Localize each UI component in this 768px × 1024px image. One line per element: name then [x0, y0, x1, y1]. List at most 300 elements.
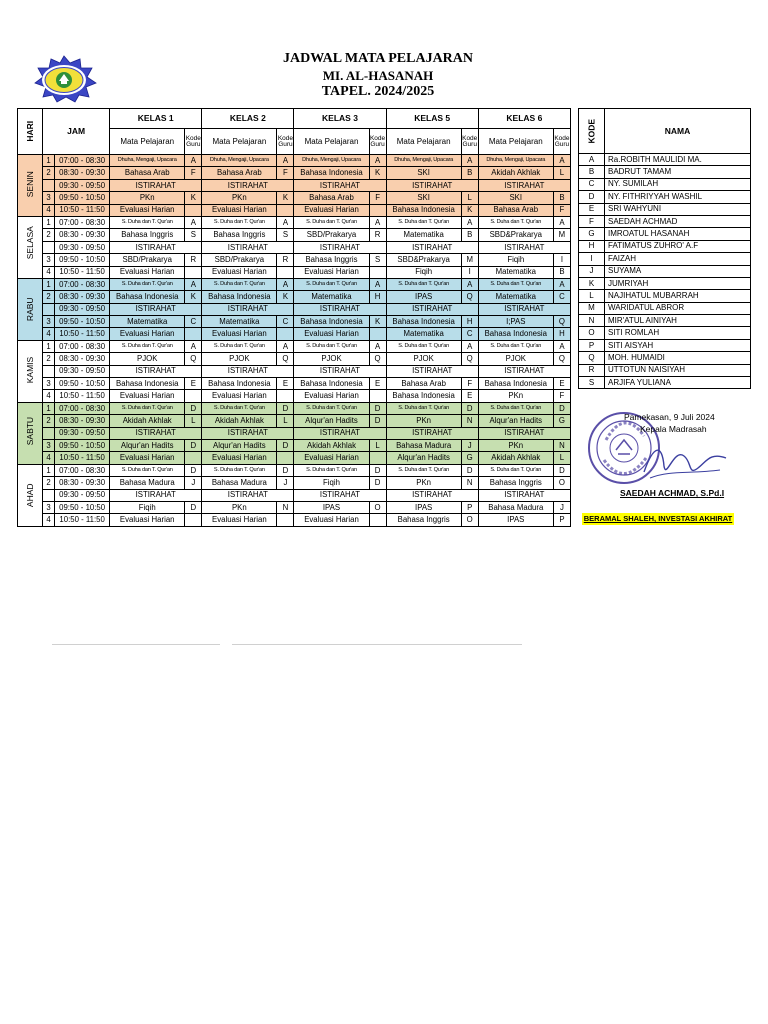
subject-cell: Bahasa Indonesia	[110, 378, 185, 390]
subject-cell: Dhuha, Mengaji, Upacara	[386, 155, 461, 167]
period-number: 4	[43, 514, 55, 526]
teacher-row	[579, 228, 751, 240]
teacher-name: WARIDATUL ABROR	[605, 302, 751, 314]
teacher-name: UTTOTUN NAISIYAH	[605, 364, 751, 376]
teacher-code-cell: B	[553, 192, 570, 204]
subject-cell: Bahasa Indonesia	[294, 316, 369, 328]
teacher-code: J	[579, 265, 605, 277]
teacher-code-cell: C	[553, 291, 570, 303]
table-row	[18, 365, 571, 377]
period-number	[43, 179, 55, 191]
subject-cell: IPAS	[386, 291, 461, 303]
subject-cell: Evaluasi Harian	[110, 266, 185, 278]
period-number: 4	[43, 328, 55, 340]
teacher-code-cell: B	[553, 266, 570, 278]
teacher-code-cell: N	[277, 501, 294, 513]
document-title: JADWAL MATA PELAJARAN	[282, 51, 474, 66]
teacher-code-cell: P	[553, 514, 570, 526]
subject-cell: Bahasa Madura	[478, 501, 553, 513]
teacher-name: SUYAMA	[605, 265, 751, 277]
period-time: 07:00 - 08:30	[55, 464, 110, 476]
teacher-name: FATIMATUS ZUHRO' A.F	[605, 240, 751, 252]
teacher-code-cell: E	[277, 378, 294, 390]
teacher-code-cell: A	[185, 155, 202, 167]
teacher-code-cell: H	[369, 291, 386, 303]
teacher-code-cell: E	[553, 378, 570, 390]
period-number: 4	[43, 390, 55, 402]
period-number: 1	[43, 216, 55, 228]
teacher-code: P	[579, 339, 605, 351]
table-row	[18, 415, 571, 427]
break-cell: ISTIRAHAT	[202, 489, 294, 501]
subject-cell: Bahasa Indonesia	[294, 378, 369, 390]
teacher-code: E	[579, 203, 605, 215]
teacher-code-cell: Q	[369, 353, 386, 365]
subject-cell: S. Duha dan T. Qur'an	[202, 464, 277, 476]
teacher-code-cell: Q	[277, 353, 294, 365]
period-time: 09:50 - 10:50	[55, 254, 110, 266]
teacher-code-cell: J	[185, 477, 202, 489]
table-row	[18, 340, 571, 352]
subject-cell: Bahasa Arab	[478, 204, 553, 216]
break-cell: ISTIRAHAT	[386, 179, 478, 191]
teacher-code-cell: A	[553, 278, 570, 290]
subject-cell: Bahasa Inggris	[110, 229, 185, 241]
teacher-code-cell: L	[185, 415, 202, 427]
subject-cell: Matematika	[294, 291, 369, 303]
teacher-code-cell: A	[277, 340, 294, 352]
subject-cell: PKn	[202, 501, 277, 513]
teacher-code-cell: D	[185, 464, 202, 476]
teacher-code: K	[579, 277, 605, 289]
period-number: 2	[43, 353, 55, 365]
teacher-code: B	[579, 166, 605, 178]
teacher-code: O	[579, 327, 605, 339]
teacher-code-cell: N	[553, 439, 570, 451]
teacher-code-cell: A	[277, 216, 294, 228]
table-row	[18, 254, 571, 266]
table-row	[18, 452, 571, 464]
teacher-code-cell: A	[185, 278, 202, 290]
teacher-code-cell: A	[369, 216, 386, 228]
teacher-code-cell: Q	[461, 353, 478, 365]
period-number	[43, 489, 55, 501]
period-number: 1	[43, 340, 55, 352]
teacher-code-cell: M	[461, 254, 478, 266]
period-time: 10:50 - 11:50	[55, 328, 110, 340]
teacher-name: JUMRIYAH	[605, 277, 751, 289]
period-time: 08:30 - 09:30	[55, 229, 110, 241]
subject-cell: SBD/Prakarya	[110, 254, 185, 266]
break-cell: ISTIRAHAT	[478, 241, 570, 253]
break-cell: ISTIRAHAT	[202, 427, 294, 439]
subject-cell: Bahasa Indonesia	[386, 204, 461, 216]
kode-subheader: Kode Guru	[461, 129, 478, 155]
teacher-row	[579, 339, 751, 351]
class-header: KELAS 1	[110, 109, 202, 129]
divider-line	[52, 644, 220, 645]
teacher-code-cell: D	[369, 464, 386, 476]
table-row	[18, 390, 571, 402]
jam-header: JAM	[43, 109, 110, 155]
table-row	[18, 216, 571, 228]
teacher-code-cell: D	[185, 439, 202, 451]
period-number: 1	[43, 402, 55, 414]
subject-cell: Evaluasi Harian	[294, 266, 369, 278]
teacher-name: SRI WAHYUNI	[605, 203, 751, 215]
teacher-code: D	[579, 191, 605, 203]
teacher-name: NAJIHATUL MUBARRAH	[605, 290, 751, 302]
teacher-name: NY. SUMILAH	[605, 178, 751, 190]
teacher-code-cell	[185, 514, 202, 526]
teacher-code-cell: I	[461, 266, 478, 278]
period-time: 08:30 - 09:30	[55, 291, 110, 303]
teacher-code-cell: D	[277, 439, 294, 451]
subject-subheader: Mata Pelajaran	[386, 129, 461, 155]
subject-cell: S. Duha dan T. Qur'an	[294, 278, 369, 290]
teacher-code-cell	[277, 204, 294, 216]
period-time: 08:30 - 09:30	[55, 415, 110, 427]
period-number: 1	[43, 464, 55, 476]
break-cell: ISTIRAHAT	[294, 427, 386, 439]
table-row	[18, 291, 571, 303]
teacher-code: A	[579, 154, 605, 166]
subject-cell: SKI	[386, 192, 461, 204]
day-label: SELASA	[18, 216, 43, 278]
period-number: 4	[43, 266, 55, 278]
period-time: 10:50 - 11:50	[55, 266, 110, 278]
subject-cell: Bahasa Indonesia	[478, 378, 553, 390]
teacher-code: F	[579, 215, 605, 227]
teacher-code-cell: M	[553, 229, 570, 241]
teacher-code-cell: R	[369, 229, 386, 241]
subject-cell: Evaluasi Harian	[110, 514, 185, 526]
schedule-table	[17, 108, 571, 527]
period-time: 09:30 - 09:50	[55, 241, 110, 253]
table-row	[18, 204, 571, 216]
period-number: 1	[43, 155, 55, 167]
teacher-code-cell: K	[461, 204, 478, 216]
subject-cell: Bahasa Arab	[202, 167, 277, 179]
teacher-list	[579, 154, 751, 389]
teacher-code-cell: K	[185, 291, 202, 303]
subject-cell: Evaluasi Harian	[110, 390, 185, 402]
table-row	[18, 402, 571, 414]
day-label: SENIN	[18, 155, 43, 217]
subject-cell: Alqur'an Hadits	[386, 452, 461, 464]
teacher-code-cell: J	[553, 501, 570, 513]
period-time: 10:50 - 11:50	[55, 452, 110, 464]
period-time: 07:00 - 08:30	[55, 216, 110, 228]
teacher-code-cell: K	[369, 167, 386, 179]
subject-cell: Alqur'an Hadits	[202, 439, 277, 451]
break-cell: ISTIRAHAT	[294, 303, 386, 315]
subject-cell: Fiqih	[478, 254, 553, 266]
teacher-code-table	[578, 108, 751, 389]
class-header: KELAS 2	[202, 109, 294, 129]
table-row	[18, 477, 571, 489]
teacher-code-cell: L	[277, 415, 294, 427]
teacher-code-cell	[369, 266, 386, 278]
teacher-code-cell	[185, 266, 202, 278]
period-number	[43, 427, 55, 439]
period-time: 10:50 - 11:50	[55, 514, 110, 526]
school-name: MI. AL-HASANAH	[322, 68, 434, 83]
subject-cell: S. Duha dan T. Qur'an	[202, 216, 277, 228]
teacher-row	[579, 253, 751, 265]
subject-subheader: Mata Pelajaran	[294, 129, 369, 155]
break-cell: ISTIRAHAT	[110, 365, 202, 377]
teacher-code-cell	[369, 204, 386, 216]
subject-cell: Bahasa Inggris	[202, 229, 277, 241]
subject-cell: Bahasa Indonesia	[202, 291, 277, 303]
teacher-code-cell: H	[461, 316, 478, 328]
period-number: 3	[43, 501, 55, 513]
subject-cell: Fiqih	[386, 266, 461, 278]
table-row	[18, 241, 571, 253]
subject-cell: PKn	[202, 192, 277, 204]
subject-cell: S. Duha dan T. Qur'an	[294, 340, 369, 352]
period-number: 2	[43, 415, 55, 427]
period-time: 07:00 - 08:30	[55, 340, 110, 352]
subject-cell: PJOK	[478, 353, 553, 365]
break-cell: ISTIRAHAT	[386, 365, 478, 377]
teacher-row	[579, 191, 751, 203]
subject-cell: Bahasa Arab	[386, 378, 461, 390]
table-row	[18, 167, 571, 179]
subject-cell: IPAS	[386, 501, 461, 513]
teacher-code: I	[579, 253, 605, 265]
kode-subheader: Kode Guru	[369, 129, 386, 155]
teacher-code-cell: A	[553, 155, 570, 167]
subject-cell: Matematika	[386, 328, 461, 340]
subject-cell: Bahasa Madura	[110, 477, 185, 489]
period-number: 2	[43, 477, 55, 489]
motto-banner: BERAMAL SHALEH, INVESTASI AKHIRAT	[583, 514, 733, 523]
break-cell: ISTIRAHAT	[478, 303, 570, 315]
teacher-code-cell	[185, 390, 202, 402]
teacher-name: ARJIFA YULIANA	[605, 377, 751, 389]
table-row	[18, 229, 571, 241]
teacher-row	[579, 327, 751, 339]
teacher-code-cell: A	[553, 216, 570, 228]
class-header: KELAS 5	[386, 109, 478, 129]
subject-cell: S. Duha dan T. Qur'an	[478, 216, 553, 228]
subject-cell: Bahasa Inggris	[478, 477, 553, 489]
teacher-code-cell	[277, 452, 294, 464]
subject-cell: Evaluasi Harian	[294, 452, 369, 464]
teacher-code-cell: R	[185, 254, 202, 266]
period-time: 10:50 - 11:50	[55, 204, 110, 216]
break-cell: ISTIRAHAT	[478, 489, 570, 501]
teacher-code-cell: P	[461, 501, 478, 513]
subject-cell: S. Duha dan T. Qur'an	[386, 464, 461, 476]
subject-cell: Alqur'an Hadits	[110, 439, 185, 451]
table-row	[18, 427, 571, 439]
teacher-code-cell: K	[277, 291, 294, 303]
subject-cell: Dhuha, Mengaji, Upacara	[478, 155, 553, 167]
teacher-code-cell: Q	[461, 291, 478, 303]
subject-cell: S. Duha dan T. Qur'an	[202, 278, 277, 290]
subject-subheader: Mata Pelajaran	[110, 129, 185, 155]
teacher-row	[579, 178, 751, 190]
hari-header: HARI	[18, 109, 43, 155]
break-cell: ISTIRAHAT	[294, 489, 386, 501]
signature-scribble-icon	[640, 436, 730, 486]
teacher-code-cell: A	[277, 278, 294, 290]
subject-cell: Akidah Akhlak	[294, 439, 369, 451]
teacher-name: SITI AISYAH	[605, 339, 751, 351]
signature-role: Kepala Madrasah	[640, 424, 707, 434]
period-number: 2	[43, 167, 55, 179]
period-time: 07:00 - 08:30	[55, 402, 110, 414]
table-row	[18, 439, 571, 451]
teacher-name: Ra.ROBITH MAULIDI MA.	[605, 154, 751, 166]
subject-cell: PJOK	[202, 353, 277, 365]
teacher-name: MIR'ATUL AINIYAH	[605, 315, 751, 327]
period-time: 07:00 - 08:30	[55, 155, 110, 167]
teacher-code-cell: A	[185, 340, 202, 352]
teacher-code-cell: S	[369, 254, 386, 266]
teacher-name: BADRUT TAMAM	[605, 166, 751, 178]
teacher-code-cell: L	[461, 192, 478, 204]
teacher-row	[579, 215, 751, 227]
break-cell: ISTIRAHAT	[202, 303, 294, 315]
subject-cell: S. Duha dan T. Qur'an	[294, 216, 369, 228]
kode-subheader: Kode Guru	[553, 129, 570, 155]
subject-cell: Akidah Akhlak	[110, 415, 185, 427]
subject-cell: Evaluasi Harian	[202, 452, 277, 464]
break-cell: ISTIRAHAT	[110, 179, 202, 191]
subject-cell: Evaluasi Harian	[294, 328, 369, 340]
period-time: 08:30 - 09:30	[55, 477, 110, 489]
day-label: KAMIS	[18, 340, 43, 402]
teacher-row	[579, 364, 751, 376]
teacher-code-cell: A	[461, 155, 478, 167]
day-label: RABU	[18, 278, 43, 340]
break-cell: ISTIRAHAT	[110, 303, 202, 315]
table-row	[18, 192, 571, 204]
teacher-row	[579, 166, 751, 178]
kode-subheader: Kode Guru	[277, 129, 294, 155]
subject-cell: Alqur'an Hadits	[478, 415, 553, 427]
teacher-code-cell	[369, 328, 386, 340]
subject-cell: Bahasa Indonesia	[202, 378, 277, 390]
period-number: 4	[43, 204, 55, 216]
teacher-code-cell: D	[369, 415, 386, 427]
break-cell: ISTIRAHAT	[294, 365, 386, 377]
teacher-code-cell: D	[277, 402, 294, 414]
subject-cell: S. Duha dan T. Qur'an	[110, 464, 185, 476]
subject-cell: Matematika	[202, 316, 277, 328]
class-header: KELAS 6	[478, 109, 570, 129]
subject-cell: IPAS	[478, 514, 553, 526]
subject-cell: S. Duha dan T. Qur'an	[110, 278, 185, 290]
subject-cell: Bahasa Arab	[294, 192, 369, 204]
period-number: 3	[43, 316, 55, 328]
subject-cell: Matematika	[386, 229, 461, 241]
subject-cell: Evaluasi Harian	[110, 452, 185, 464]
period-number	[43, 241, 55, 253]
subject-cell: Evaluasi Harian	[202, 266, 277, 278]
subject-cell: PKn	[478, 390, 553, 402]
subject-cell: S. Duha dan T. Qur'an	[478, 340, 553, 352]
day-label: AHAD	[18, 464, 43, 526]
teacher-row	[579, 203, 751, 215]
teacher-row	[579, 302, 751, 314]
break-cell: ISTIRAHAT	[386, 427, 478, 439]
teacher-code-cell: Q	[553, 316, 570, 328]
teacher-code-cell: O	[461, 514, 478, 526]
teacher-code-cell: O	[369, 501, 386, 513]
teacher-code-cell	[369, 514, 386, 526]
subject-cell: SBD&Prakarya	[386, 254, 461, 266]
period-time: 09:30 - 09:50	[55, 365, 110, 377]
teacher-code-cell: D	[185, 402, 202, 414]
table-row	[18, 378, 571, 390]
teacher-row	[579, 277, 751, 289]
subject-cell: S. Duha dan T. Qur'an	[386, 216, 461, 228]
period-time: 09:30 - 09:50	[55, 489, 110, 501]
kode-header: KODE	[579, 109, 605, 154]
teacher-code-cell	[369, 390, 386, 402]
teacher-row	[579, 315, 751, 327]
break-cell: ISTIRAHAT	[202, 179, 294, 191]
day-label: SABTU	[18, 402, 43, 464]
teacher-code-cell: D	[461, 464, 478, 476]
period-time: 10:50 - 11:50	[55, 390, 110, 402]
break-cell: ISTIRAHAT	[386, 241, 478, 253]
subject-cell: Bahasa Indonesia	[386, 316, 461, 328]
subject-cell: Bahasa Inggris	[386, 514, 461, 526]
subject-cell: S. Duha dan T. Qur'an	[202, 402, 277, 414]
subject-cell: S. Duha dan T. Qur'an	[202, 340, 277, 352]
subject-cell: Evaluasi Harian	[294, 390, 369, 402]
principal-name: SAEDAH ACHMAD, S.Pd.I	[620, 488, 725, 498]
subject-cell: PJOK	[386, 353, 461, 365]
period-time: 08:30 - 09:30	[55, 353, 110, 365]
table-row	[18, 353, 571, 365]
subject-cell: Evaluasi Harian	[110, 204, 185, 216]
teacher-code-cell: E	[185, 378, 202, 390]
teacher-code-cell: Q	[553, 353, 570, 365]
teacher-code-cell: A	[369, 278, 386, 290]
subject-cell: Matematika	[110, 316, 185, 328]
teacher-code-cell: F	[461, 378, 478, 390]
teacher-code-cell: S	[185, 229, 202, 241]
subject-cell: SBD&Prakarya	[478, 229, 553, 241]
subject-cell: Evaluasi Harian	[294, 514, 369, 526]
teacher-code-cell: D	[553, 402, 570, 414]
break-cell: ISTIRAHAT	[478, 365, 570, 377]
subject-cell: PKn	[386, 415, 461, 427]
subject-cell: Dhuha, Mengaji, Upacara	[294, 155, 369, 167]
break-cell: ISTIRAHAT	[386, 489, 478, 501]
table-row	[18, 328, 571, 340]
subject-cell: S. Duha dan T. Qur'an	[110, 340, 185, 352]
period-number: 3	[43, 439, 55, 451]
period-number: 3	[43, 378, 55, 390]
teacher-code-cell: K	[369, 316, 386, 328]
subject-cell: PKn	[110, 192, 185, 204]
teacher-code-cell: L	[553, 167, 570, 179]
period-time: 09:50 - 10:50	[55, 378, 110, 390]
teacher-code-cell: A	[185, 216, 202, 228]
period-time: 09:50 - 10:50	[55, 316, 110, 328]
subject-cell: SKI	[478, 192, 553, 204]
subject-cell: Akidah Akhlak	[478, 452, 553, 464]
teacher-row	[579, 265, 751, 277]
